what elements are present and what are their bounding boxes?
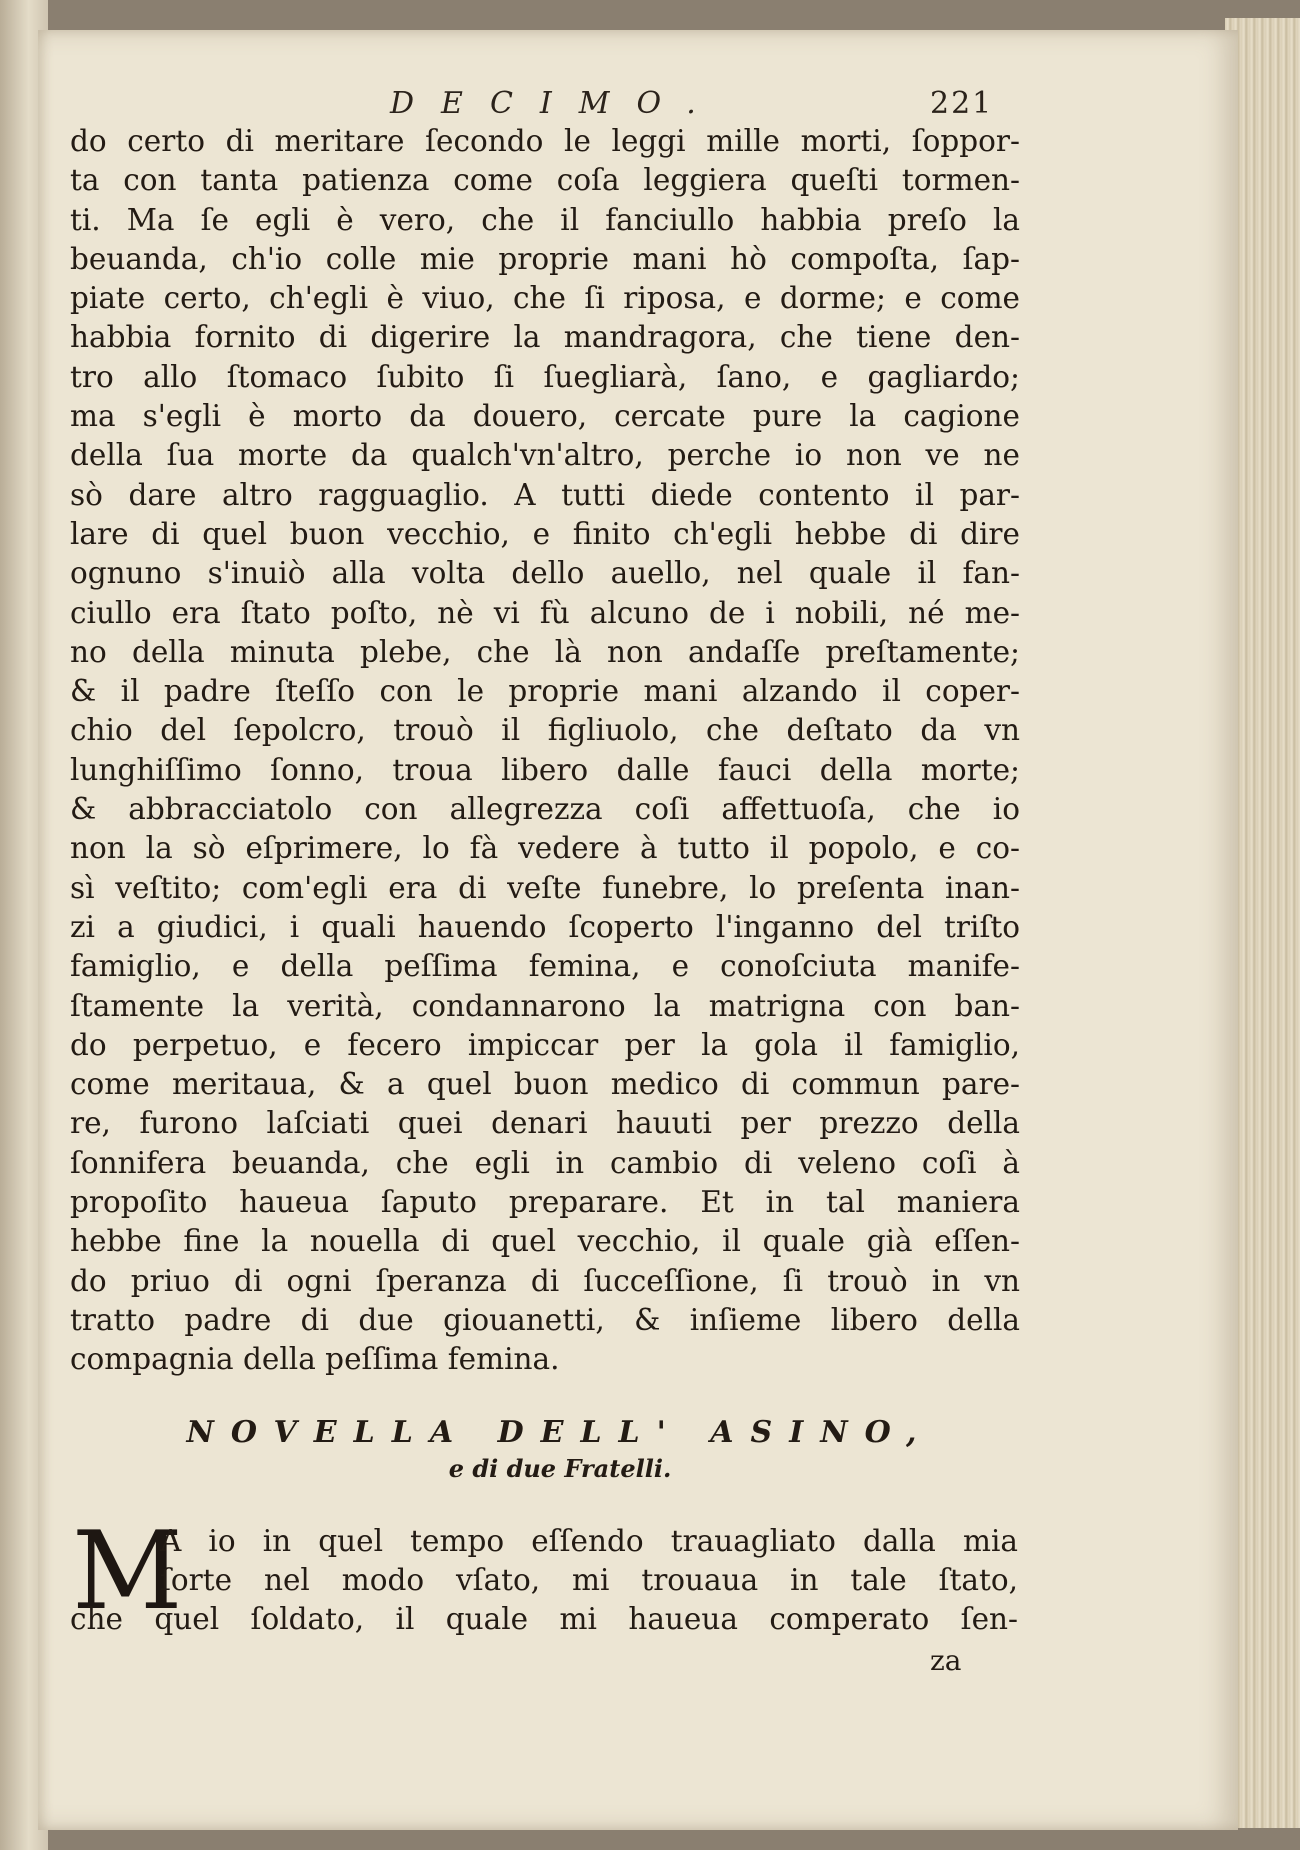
text-line: & abbracciatolo con allegrezza coſi affettuoſa, che io — [70, 792, 1020, 827]
text-line: beuanda, ch'io colle mie proprie mani hò compoſta, ſap- — [70, 241, 1020, 276]
text-line: A io in quel tempo eſſendo trauagliato dalla mia — [160, 1524, 1018, 1558]
text-line: piate certo, ch'egli è viuo, che ſi riposa, e dorme; e come — [70, 281, 1020, 316]
text-line: come meritaua, & a quel buon medico di commun pare- — [70, 1067, 1020, 1102]
text-line: ognuno s'inuiò alla volta dello auello, nel quale il fan- — [70, 556, 1020, 591]
text-line: do certo di meritare ſecondo le leggi mille morti, ſoppor- — [70, 124, 1020, 158]
text-line: non la sò eſprimere, lo fà vedere à tutto il popolo, e co- — [70, 831, 1020, 866]
text-line: della ſua morte da qualch'vn'altro, perche io non ve ne — [70, 438, 1020, 473]
new-paragraph — [160, 1522, 1018, 1601]
text-line: che quel ſoldato, il quale mi haueua comperato ſen- — [70, 1602, 1018, 1636]
text-line: do perpetuo, e fecero impiccar per la gola il famiglio, — [70, 1027, 1020, 1062]
text-line: sì veſtito; com'egli era di veſte funebre, lo preſenta inan- — [70, 870, 1020, 905]
text-line: & il padre ſteſſo con le proprie mani alzando il coper- — [70, 674, 1020, 709]
text-line: famiglio, e della peſſima femina, e conoſciuta manife- — [70, 949, 1020, 984]
text-line: ciullo era ſtato poſto, nè vi fù alcuno de i nobili, né me- — [70, 595, 1020, 630]
text-line: tro allo ſtomaco ſubito ſi ſuegliarà, ſano, e gagliardo; — [70, 359, 1020, 394]
text-line: ta con tanta patienza come coſa leggiera queſti tormen- — [70, 163, 1020, 198]
text-line: sò dare altro ragguaglio. A tutti diede contento il par- — [70, 477, 1020, 512]
section-title — [160, 1415, 960, 1483]
text-line: habbia fornito di digerire la mandragora, che tiene den- — [70, 320, 1020, 355]
text-line: tratto padre di due giouanetti, & inſieme libero della — [70, 1302, 1020, 1337]
page-number: 221 — [930, 86, 994, 121]
section-title-main: NOVELLA DELL' ASINO, — [186, 1415, 934, 1450]
text-line: ma s'egli è morto da douero, cercate pure la cagione — [70, 399, 1020, 434]
catchword: za — [930, 1644, 962, 1677]
text-line: chio del ſepolcro, trouò il figliuolo, che deſtato da vn — [70, 713, 1020, 748]
section-title-sub: e di due Fratelli. — [448, 1454, 672, 1483]
drop-cap: M — [72, 1509, 183, 1634]
body-text — [70, 122, 1020, 1380]
text-line: ſorte nel modo vſato, mi trouaua in tale ſtato, — [160, 1563, 1018, 1598]
text-line: no della minuta plebe, che là non andaſſe preſtamente; — [70, 634, 1020, 669]
text-line: re, furono laſciati quei denari hauuti per prezzo della — [70, 1106, 1020, 1141]
text-line: lare di quel buon vecchio, e finito ch'egli hebbe di dire — [70, 516, 1020, 551]
text-line: zi a giudici, i quali hauendo ſcoperto l'inganno del triſto — [70, 909, 1020, 944]
text-line: ſtamente la verità, condannarono la matrigna con ban- — [70, 988, 1020, 1023]
text-line: ſonnifera beuanda, che egli in cambio di veleno coſi à — [70, 1145, 1020, 1180]
text-line: hebbe fine la nouella di quel vecchio, il quale già eſſen- — [70, 1224, 1020, 1259]
text-line-last: compagnia della peſſima femina. — [70, 1342, 560, 1377]
text-line: do priuo di ogni ſperanza di ſucceſſione, ſi trouò in vn — [70, 1263, 1020, 1298]
running-head: DECIMO. — [390, 86, 723, 121]
text-line: ti. Ma ſe egli è vero, che il fanciullo habbia preſo la — [70, 202, 1020, 237]
text-line: propoſito haueua ſaputo preparare. Et in tal maniera — [70, 1185, 1020, 1220]
text-line: lunghiſſimo ſonno, troua libero dalle fauci della morte; — [70, 752, 1020, 787]
